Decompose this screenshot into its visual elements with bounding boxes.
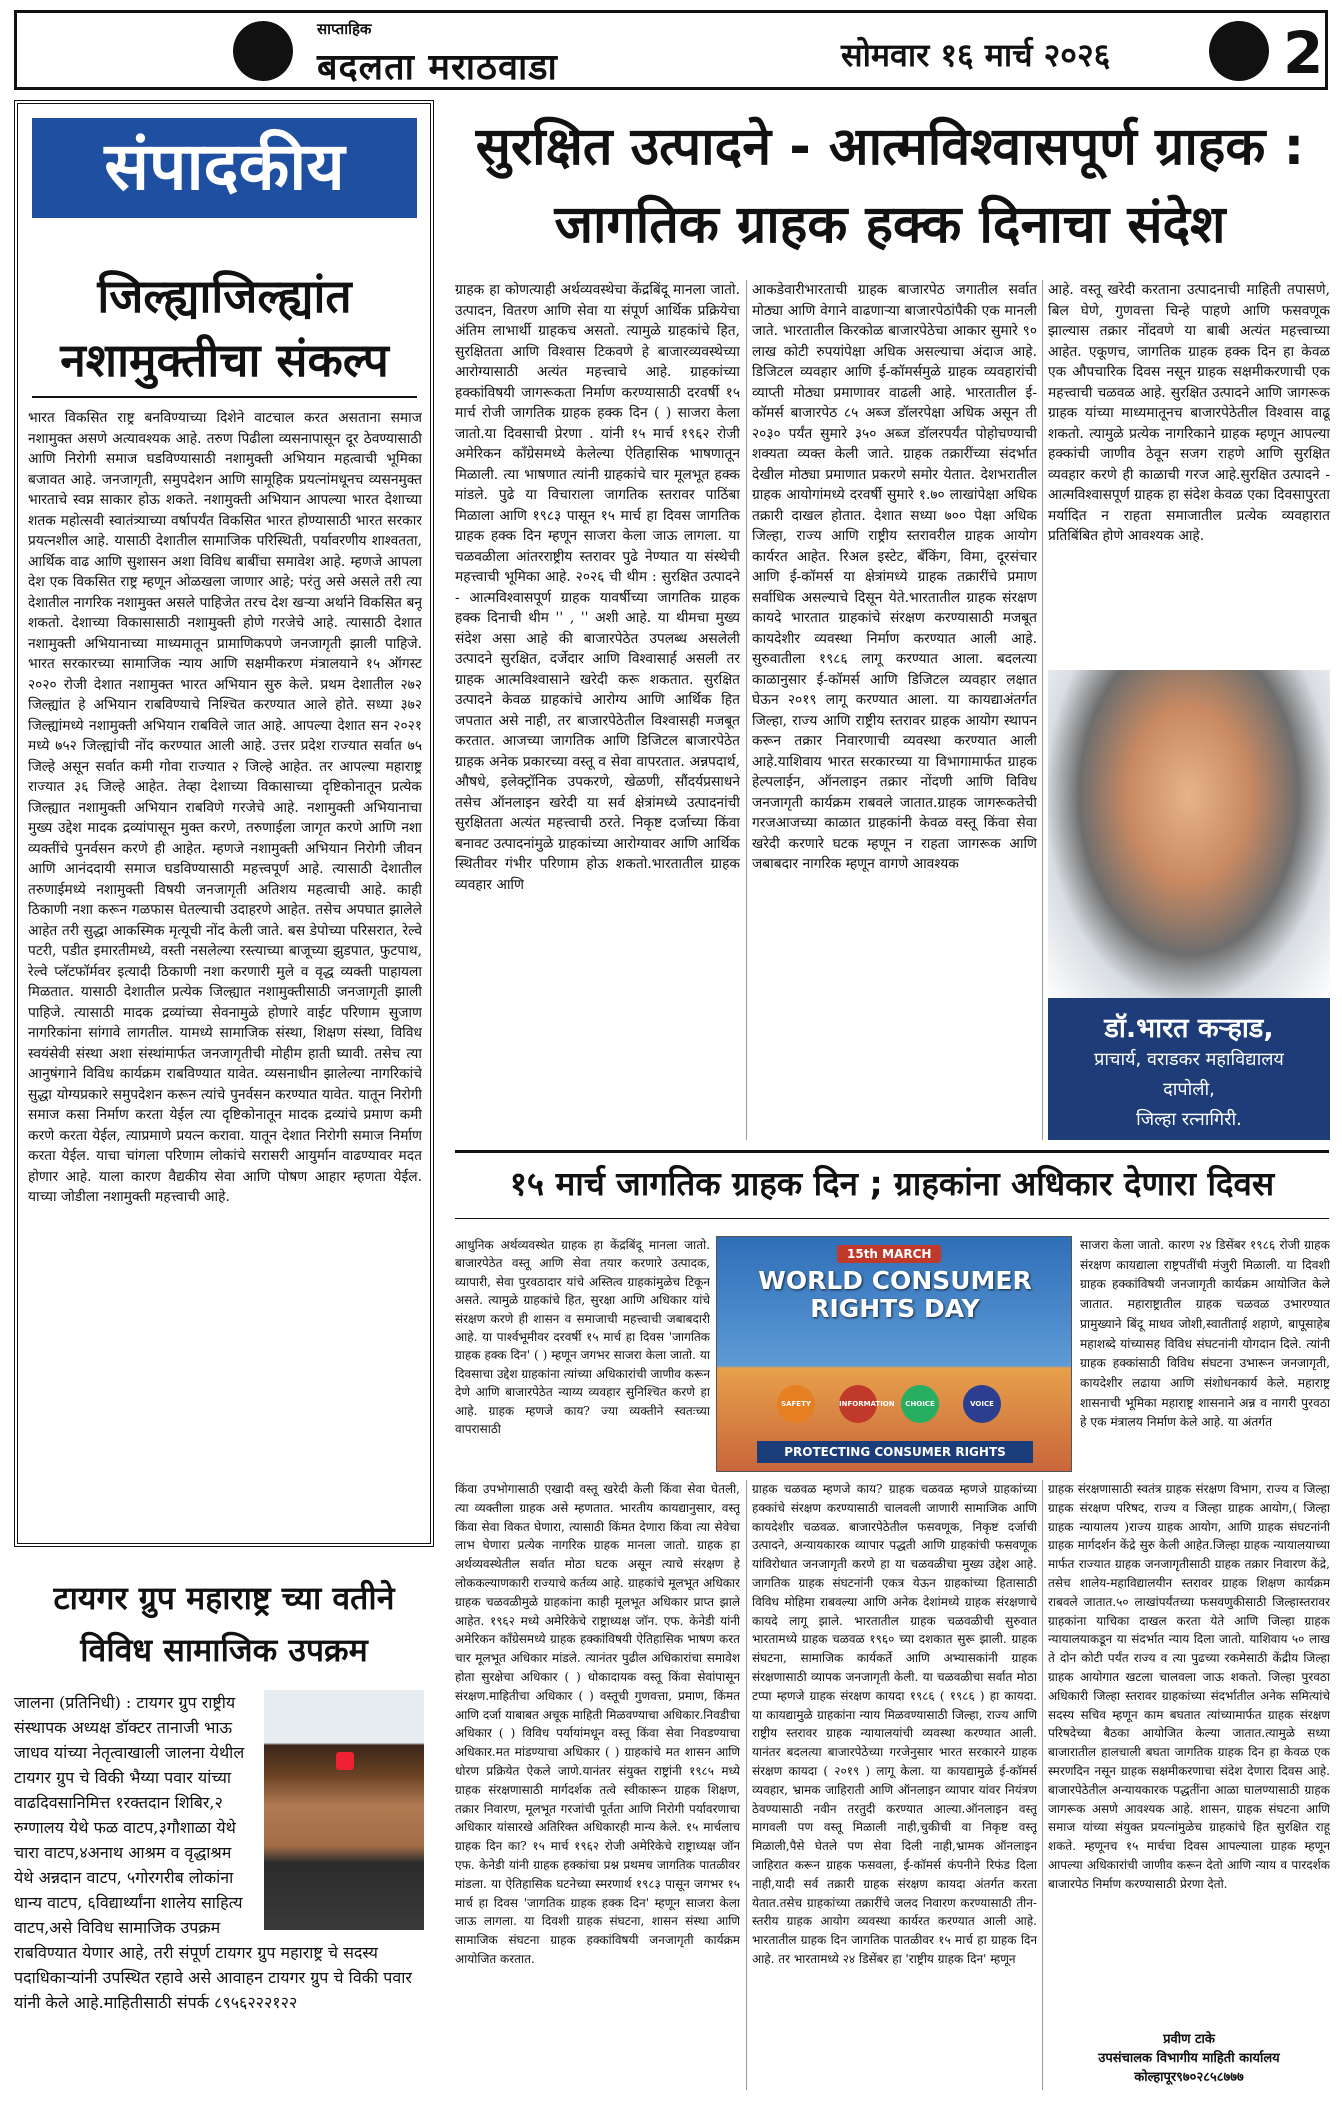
poster-banner: PROTECTING CONSUMER RIGHTS — [757, 1441, 1033, 1463]
author-designation: प्राचार्य, वराडकर महाविद्यालय — [1094, 1049, 1284, 1070]
masthead — [14, 10, 1328, 90]
second-block-5: ग्राहक संरक्षणासाठी स्वतंत्र ग्राहक संरक्षण विभाग, राज्य व जिल्हा ग्राहक संरक्षण परिषद, राज्य व जिल्हा ग्राहक आयोग,( जिल्हा ग्राहक न्यायालय )राज्य ग्राहक आयोग, आणि ग्राहक संघटनांनी ग्राहक मार्गदर्शन केंद्रे सुरु केली आहेत.जिल्हा ग्राहक न्यायालयाच्या मार्फत राज्यात ग्राहक जनजागृतीसाठी ग्राहक तक्रार निवारण केंद्रे, तसेच शालेय-महाविद्यालयीन स्तरावर ग्राहक शिक्षण कार्यक्रम राबवले जातात.५० लाखांपर्यंतच्या फसवणुकीसाठी जिल्हास्तरावर ग्राहकांना याचिका दाखल करता येते आणि जिल्हा ग्राहक न्यायालयाकडून या संदर्भात न्याय दिला जातो. याशिवाय ५० लाख ते दोन कोटी पर्यंत राज्य व त्या पुढच्या रकमेसाठी केंद्रीय जिल्हा ग्राहक आयोगात खटला चालवला जाऊ शकतो. जिल्हा पुरवठा अधिकारी जिल्हा स्तरावर ग्राहकांच्या संदर्भातील अनेक समित्यांचे सदस्य सचिव म्हणून काम बघतात त्यांच्यामार्फत ग्राहक संरक्षण परिषदेच्या बैठका आयोजित केल्या जातात.त्यामुळे सध्या बाजारातील हालचाली बघता जागतिक ग्राहक दिन हा केवळ एक स्मरणदिन नसून ग्राहक सक्षमीकरणाचा संदेश देणारा दिवस आहे. बाजारपेठेतील अन्यायकारक पद्धतींना आळा घालण्यासाठी ग्राहक जागरूक असणे आवश्यक आहे. शासन, ग्राहक संघटना आणि समाज यांच्या संयुक्त प्रयत्नांमुळेच ग्राहकांचे हित सुरक्षित राहू शकते. म्हणूनच १५ मार्चचा दिवस आपल्याला ग्राहक म्हणून आपल्या अधिकारांची जाणीव करून देतो आणि न्याय व पारदर्शक बाजारपेठ निर्माण करण्यासाठी प्रेरणा देतो. — [1048, 1482, 1330, 1891]
tilak-mark — [336, 1752, 354, 1770]
author-name: डॉ.भारत कऱ्हाड, — [1104, 1013, 1274, 1044]
second-block-3: किंवा उपभोगासाठी एखादी वस्तू खरेदी केली किंवा सेवा घेतली, त्या व्यक्तीला ग्राहक असे म्हणतात. भारतीय कायद्यानुसार, वस्तू किंवा सेवा विकत घेणारा, त्यासाठी किंमत देणारा किंवा त्या सेवेचा लाभ घेणारा प्रत्येक नागरिक ग्राहक मानला जातो. ग्राहक हा अर्थव्यवस्थेतील सर्वात मोठा घटक असून त्याचे संरक्षण हे लोककल्याणकारी राज्याचे कर्तव्य आहे. ग्राहकांचे मूलभूत अधिकार ग्राहक चळवळीमुळे ग्राहकांना काही मूलभूत अधिकार प्राप्त झाले आहेत. १९६२ मध्ये अमेरिकेचे राष्ट्राध्यक्ष जॉन. एफ. केनेडी यांनी अमेरिकन काँग्रेसमध्ये ग्राहक हक्कांविषयी ऐतिहासिक भाषण करत चार मूलभूत अधिकार मांडले. त्यानंतर पुढील अधिकारांचा समावेश होता सुरक्षेचा अधिकार ( ) धोकादायक वस्तू किंवा सेवांपासून संरक्षण.माहितीचा अधिकार ( ) वस्तूची गुणवत्ता, प्रमाण, किंमत आणि दर्जा याबाबत अचूक माहिती मिळवण्याचा अधिकार.निवडीचा अधिकार ( ) विविध पर्यायांमधून वस्तू किंवा सेवा निवडण्याचा अधिकार.मत मांडण्याचा अधिकार ( ) ग्राहकांचे मत शासन आणि धोरण प्रक्रियेत ऐकले जाणे.यानंतर संयुक्त राष्ट्रांनी १९८५ मध्ये ग्राहक संरक्षणासाठी मार्गदर्शक तत्वे स्वीकारून ग्राहक शिक्षण, तक्रार निवारण, मूलभूत गरजांची पूर्तता आणि निरोगी पर्यावरणाचा अधिकार यांसारखे अतिरिक्त अधिकारही मान्य केले. १५ मार्चलाच ग्राहक दिन का? १५ मार्च १९६२ रोजी अमेरिकेचे राष्ट्राध्यक्ष जॉन एफ. केनेडी यांनी ग्राहक हक्कांचा प्रश्न प्रथमच जागतिक पातळीवर मांडला. या ऐतिहासिक घटनेच्या स्मरणार्थ १९८३ पासून जगभर १५ मार्च हा दिवस 'जागतिक ग्राहक हक्क दिन' म्हणून साजरा केला जाऊ लागला. या दिवशी ग्राहक संघटना, शासन संस्था आणि सामाजिक संघटना ग्राहक हक्कांविषयी जनजागृती कार्यक्रम आयोजित करतात. — [455, 1482, 740, 1966]
tiger-article — [14, 1690, 424, 2095]
editorial-headline: जिल्ह्याजिल्ह्यांत नशामुक्तीचा संकल्प — [60, 269, 389, 387]
tiger-photo — [264, 1690, 424, 1930]
main-headline: सुरक्षित उत्पादने - आत्मविश्वासपूर्ण ग्राहक : जागतिक ग्राहक हक्क दिनाचा संदेश — [475, 117, 1305, 255]
article-signature — [1048, 2030, 1330, 2087]
poster-date-tag: 15th MARCH — [837, 1245, 941, 1263]
issue-date: सोमवार १६ मार्च २०२६ — [841, 36, 1111, 74]
poster-title: WORLD CONSUMER RIGHTS DAY — [758, 1266, 1032, 1323]
signature-name: प्रवीण टाके — [1163, 2032, 1215, 2047]
voice-icon: VOICE — [963, 1385, 1001, 1423]
author-photo — [1048, 670, 1330, 1000]
editorial-banner: संपादकीय — [32, 118, 417, 218]
second-block-2: साजरा केला जातो. कारण २४ डिसेंबर १९८६ रोजी ग्राहक संरक्षण कायद्याला राष्ट्रपतींची मंजुरी मिळाली. या दिवशी ग्राहक हक्कांविषयी जनजागृती कार्यक्रम आयोजित केले जातात. महाराष्ट्रातील ग्राहक चळवळ उभारण्यात प्रामुख्याने बिंदू माधव जोशी,स्वातीताई शहाणे, बापूसाहेब महाशब्दे यांच्यासह विविध संघटनांनी योगदान दिले. त्यांनी ग्राहक हक्कांसाठी विविध संघटना उभारून जनजागृती, कायदेशीर लढाया आणि संशोधनकार्य केले. महाराष्ट्र शासनाची भूमिका महाराष्ट्र शासनाने अन्न व नागरी पुरवठा हे एक मंत्रालय निर्माण केले आहे. या अंतर्गत — [1080, 1238, 1330, 1430]
masthead-title: बदलता मराठवाडा — [317, 47, 558, 88]
tiger-body: जालना (प्रतिनिधी) : टायगर ग्रुप राष्ट्रीय संस्थापक अध्यक्ष डॉक्टर तानाजी भाऊ जाधव यांच्या नेतृत्वाखाली जालना येथील टायगर ग्रुप चे विकी भैय्या पवार यांच्या वाढदिवसानिमित्त १रक्तदान शिबिर,२ रुग्णालय येथे फळ वाटप,३गौशाळा येथे चारा वाटप,४अनाथ आश्रम व वृद्धाश्रम येथे अन्नदान वाटप, ५गोरगरीब लोकांना धान्य वाटप, ६विद्यार्थ्यांना शालेय साहित्य वाटप,असे विविध सामाजिक उपक्रम राबविण्यात येणार आहे, तरी संपूर्ण टायगर ग्रुप महाराष्ट्र चे सदस्य पदाधिकाऱ्यांनी उपस्थित रहावे असे आवाहन टायगर ग्रुप चे विकी पवार यांनी केले आहे.माहितीसाठी संपर्क ८९५६२२२१२२ — [14, 1693, 412, 2012]
main-column-2: आकडेवारीभारताची ग्राहक बाजारपेठ जगातील सर्वात मोठ्या आणि वेगाने वाढणाऱ्या बाजारपेठांपैकी एक मानली जाते. भारतातील किरकोळ बाजारपेठेचा आकार सुमारे ९० लाख कोटी रुपयांपेक्षा अधिक असल्याचा अंदाज आहे. डिजिटल व्यवहार आणि ई-कॉमर्समुळे ग्राहक व्यवहारांची व्याप्ती मोठ्या प्रमाणावर वाढली आहे. भारतातील ई-कॉमर्स बाजारपेठ ८५ अब्ज डॉलरपेक्षा अधिक असून ती २०३० पर्यंत सुमारे ३५० अब्ज डॉलरपर्यंत पोहोचण्याची शक्यता व्यक्त केली जाते. ग्राहक तक्रारींच्या संदर्भात देखील मोठ्या प्रमाणात प्रकरणे समोर येतात. देशभरातील ग्राहक आयोगांमध्ये दरवर्षी सुमारे १.७० लाखांपेक्षा अधिक तक्रारी दाखल होतात. देशात सध्या ७०० पेक्षा अधिक जिल्हा, राज्य आणि राष्ट्रीय स्तरावरील ग्राहक आयोग कार्यरत आहेत. रिअल इस्टेट, बँकिंग, विमा, दूरसंचार आणि ई-कॉमर्स या क्षेत्रांमध्ये ग्राहक तक्रारींचे प्रमाण सर्वाधिक असल्याचे दिसून येते.भारतातील ग्राहक संरक्षण कायदे भारतात ग्राहकांचे संरक्षण करण्यासाठी मजबूत कायदेशीर व्यवस्था निर्माण करण्यात आली आहे. सुरुवातीला १९८६ लागू करण्यात आला. बदलत्या काळानुसार ई-कॉमर्स आणि डिजिटल व्यवहार लक्षात घेऊन २०१९ लागू करण्यात आला. या कायद्याअंतर्गत जिल्हा, राज्य आणि राष्ट्रीय स्तरावर ग्राहक आयोग स्थापन करून तक्रार निवारणाची व्यवस्था करण्यात आली आहे.याशिवाय भारत सरकारच्या या विभागामार्फत ग्राहक हेल्पलाईन, ऑनलाइन तक्रार नोंदणी आणि विविध जनजागृती कार्यक्रम राबवले जातात.ग्राहक जागरूकतेची गरजआजच्या काळात ग्राहकांनी केवळ वस्तू किंवा सेवा खरेदी करणारे घटक म्हणून न राहता जागरूक आणि जबाबदार नागरिक म्हणून वागणे आवश्यक — [752, 282, 1037, 872]
consumer-rights-poster — [716, 1236, 1072, 1472]
masthead-dot-left — [233, 21, 293, 81]
safety-icon: SAFETY — [777, 1385, 815, 1423]
main-column-1: ग्राहक हा कोणत्याही अर्थव्यवस्थेचा केंद्रबिंदू मानला जातो. उत्पादन, वितरण आणि सेवा या संपूर्ण आर्थिक प्रक्रियेचा अंतिम लाभार्थी ग्राहकच असतो. त्यामुळे ग्राहकांचे हित, सुरक्षितता आणि विश्वास टिकवणे हे बाजारव्यवस्थेच्या आरोग्यासाठी अत्यंत महत्त्वाचे आहे. ग्राहकांच्या हक्कांविषयी जागरूकता निर्माण करण्यासाठी दरवर्षी १५ मार्च रोजी जागतिक ग्राहक हक्क दिन ( ) साजरा केला जातो.या दिवसाची प्रेरणा . यांनी १५ मार्च १९६२ रोजी अमेरिकन काँग्रेसमध्ये केलेल्या ऐतिहासिक भाषणातून मिळाली. त्या भाषणात त्यांनी ग्राहकांचे चार मूलभूत हक्क मांडले. पुढे या विचाराला जागतिक स्तरावर पाठिंबा मिळाला आणि १९८३ पासून १५ मार्च हा दिवस जागतिक ग्राहक हक्क दिन म्हणून साजरा केला जाऊ लागला. या चळवळीला आंतरराष्ट्रीय स्तरावर पुढे नेण्यात या संस्थेची महत्त्वाची भूमिका आहे. २०२६ ची थीम : सुरक्षित उत्पादने - आत्मविश्वासपूर्ण ग्राहक यावर्षीच्या जागतिक ग्राहक हक्क दिनाची थीम '' , '' अशी आहे. या थीमचा मुख्य संदेश असा आहे की बाजारपेठेत उपलब्ध असलेली उत्पादने सुरक्षित, दर्जेदार आणि विश्वासार्ह असली तर ग्राहक आत्मविश्वासाने खरेदी करू शकतात. सुरक्षित उत्पादने केवळ ग्राहकांचे आरोग्य आणि आर्थिक हित जपतात असे नाही, तर बाजारपेठेतील विश्वासही मजबूत करतात. आजच्या जागतिक आणि डिजिटल बाजारपेठेत ग्राहक अनेक प्रकारच्या वस्तू व सेवा वापरतात. अन्नपदार्थ, औषधे, इलेक्ट्रॉनिक उपकरणे, खेळणी, सौंदर्यप्रसाधने तसेच ऑनलाइन खरेदी या सर्व क्षेत्रांमध्ये उत्पादनांची सुरक्षितता अत्यंत महत्त्वाची ठरते. निकृष्ट दर्जाच्या किंवा बनावट उत्पादनांमुळे ग्राहकांच्या आरोग्यावर आणि आर्थिक स्थितीवर गंभीर परिणाम होऊ शकतो.भारतातील ग्राहक व्यवहार आणि — [455, 282, 740, 893]
column-rule — [1042, 1480, 1043, 2090]
divider — [455, 1218, 1329, 1219]
author-credit — [1048, 998, 1330, 1140]
masthead-dot-right — [1209, 21, 1269, 81]
masthead-weekly: साप्ताहिक — [317, 20, 372, 38]
second-headline: १५ मार्च जागतिक ग्राहक दिन ; ग्राहकांना अधिकार देणारा दिवस — [509, 1164, 1275, 1203]
column-rule — [746, 280, 747, 1140]
second-block-1: आधुनिक अर्थव्यवस्थेत ग्राहक हा केंद्रबिंदू मानला जातो. बाजारपेठेत वस्तू आणि सेवा तयार करणारे उत्पादक, व्यापारी, सेवा पुरवठादार यांचे अस्तित्व ग्राहकांमुळेच टिकून असते. त्यामुळे ग्राहकांचे हित, सुरक्षा आणि अधिकार यांचे संरक्षण करणे ही शासन व समाजाची महत्त्वाची जबाबदारी आहे. या पार्श्वभूमीवर दरवर्षी १५ मार्च हा दिवस 'जागतिक ग्राहक हक्क दिन' ( ) म्हणून जगभर साजरा केला जातो. या दिवसाचा उद्देश ग्राहकांना त्यांच्या अधिकारांची जाणीव करून देणे आणि बाजारपेठेत न्याय्य व्यवहार सुनिश्चित करणे हा आहे. ग्राहक म्हणजे काय? ज्या व्यक्तीने स्वतःच्या वापरासाठी — [455, 1238, 710, 1437]
divider — [32, 396, 417, 398]
author-district: जिल्हा रत्नागिरी. — [1136, 1109, 1242, 1130]
signature-contact: कोल्हापूर९७०२८५८७७७ — [1134, 2070, 1244, 2085]
information-icon: INFORMATION — [839, 1385, 877, 1423]
signature-office: उपसंचालक विभागीय माहिती कार्यालय — [1098, 2051, 1280, 2066]
editorial-section — [14, 100, 434, 1547]
column-rule — [1042, 280, 1043, 1140]
main-column-3: आहे. वस्तू खरेदी करताना उत्पादनाची माहिती तपासणे, बिल घेणे, गुणवत्ता चिन्हे पाहणे आणि फसवणूक झाल्यास तक्रार नोंदवणे या बाबी अत्यंत महत्त्वाच्या आहेत. एकूणच, जागतिक ग्राहक हक्क दिन हा केवळ एक औपचारिक दिवस नसून ग्राहक सक्षमीकरणाची एक महत्त्वाची चळवळ आहे. सुरक्षित उत्पादने आणि जागरूक ग्राहक यांच्या माध्यमातूनच बाजारपेठेतील विश्वास वाढू शकतो. त्यामुळे प्रत्येक नागरिकाने ग्राहक म्हणून आपल्या हक्कांची जाणीव ठेवून सजग राहणे आणि सुरक्षित व्यवहार करणे ही काळाची गरज आहे.सुरक्षित उत्पादने - आत्मविश्वासपूर्ण ग्राहक हा संदेश केवळ एका दिवसापुरता मर्यादित न राहता समाजातील प्रत्येक व्यवहारात प्रतिबिंबित होणे आवश्यक आहे. — [1048, 282, 1330, 544]
column-rule — [746, 1480, 747, 2090]
divider — [455, 1150, 1329, 1153]
page-number: 2 — [1283, 19, 1324, 87]
editorial-body: भारत विकसित राष्ट्र बनविण्याच्या दिशेने वाटचाल करत असताना समाज नशामुक्त असणे अत्यावश्यक आहे. तरुण पिढीला व्यसनापासून दूर ठेवण्यासाठी आणि निरोगी समाज घडविण्यासाठी नशामुक्ती अभियान महत्वाची भूमिका बजावत आहे. जनजागृती, समुपदेशन आणि सामूहिक प्रयत्नांमधूनच व्यसनमुक्त भारताचे स्वप्न साकार होऊ शकते. नशामुक्ती अभियान आपल्या भारत देशाच्या शतक महोत्सवी स्वातंत्र्याच्या वर्षापर्यंत विकसित भारत होण्यासाठी भारत सरकार प्रयत्नशील आहे. यासाठी देशातील सामाजिक परिस्थिती, पर्यावरणीय शाश्वतता, आर्थिक वाढ आणि सुशासन अशा विविध बाबींचा समावेश आहे. म्हणजे आपला देश एक विकसित राष्ट्र म्हणून ओळखला जाणार आहे; परंतु असे असले तरी त्या देशातील नागरिक नशामुक्त असले पाहिजेत तरच देश खऱ्या अर्थाने विकसित बनू शकतो. देशाच्या विकासासाठी नशामुक्ती होणे गरजेचे आहे. त्यासाठी देशात नशामुक्ती अभियानाच्या माध्यमातून प्रामाणिकपणे जनजागृती झाली पाहिजे. भारत सरकारच्या सामाजिक न्याय आणि सक्षमीकरण मंत्रालयाने १५ ऑगस्ट २०२० रोजी देशात नशामुक्त भारत अभियान सुरु केले. प्रथम देशातील २७२ जिल्ह्यांत हे अभियान राबविण्याचे निश्चित करण्यात आले होते. सध्या ३७२ जिल्ह्यांमध्ये नशामुक्ती अभियान राबविले जात आहे. आपल्या देशात सन २०२१ मध्ये ७५२ जिल्ह्यांची नोंद करण्यात आली आहे. उत्तर प्रदेश राज्यात सर्वात ७५ जिल्हे असून सर्वात कमी गोवा राज्यात २ जिल्हे आहेत. तर आपल्या महाराष्ट्र राज्यात ३६ जिल्हे आहेत. तेव्हा देशाच्या विकासाच्या दृष्टिकोनातून प्रत्येक जिल्ह्यात नशामुक्ती अभियान राबविणे गरजेचे आहे. नशामुक्ती अभियानाचा मुख्य उद्देश मादक द्रव्यांपासून मुक्त करणे, तरुणाईला जागृत करणे आणि नशा व्यक्तींचे पुनर्वसन करणे ही आहेत. म्हणजे नशामुक्ती अभियान निरोगी जीवन आणि आनंददायी समाज घडविण्यासाठी महत्त्वपूर्ण आहे. त्यासाठी देशातील तरुणाईमध्ये नशामुक्ती विषयी जनजागृती अतिशय महत्वाची आहे. काही ठिकाणी नशा करून गळफास घेतल्याची उदाहरणे आहेत. तसेच अपघात झालेले आहेत तरी सुद्धा आकस्मिक मृत्यूची नोंद केली जाते. बस डेपोच्या परिसरात, रेल्वे पटरी, पडीत इमारतीमध्ये, वस्ती नसलेल्या रस्त्याच्या बाजूच्या झुडपात, फुटपाथ, रेल्वे प्लॅटफॉर्मवर इत्यादी ठिकाणी नशा करणारी मुले व वृद्ध व्यक्ती पाहायला मिळतात. यासाठी देशातील प्रत्येक जिल्ह्यात नशामुक्तीसाठी जनजागृती झाली पाहिजे. त्यासाठी मादक द्रव्यांच्या सेवनामुळे होणारे वाईट परिणाम सुजाण नागरिकांना सांगावे लागतील. यामध्ये सामाजिक संस्था, शिक्षण संस्था, विविध स्वयंसेवी संस्था अशा संस्थांमार्फत जनजागृतीची मोहीम हाती घ्यावी. तसेच त्या आनुषंगाने विविध कार्यक्रम राबविण्यात यावेत. व्यसनाधीन झालेल्या नागरिकांचे सुद्धा योग्यप्रकारे समुपदेशन करून त्यांचे पुनर्वसन करण्यात यावेत. यातून निरोगी समाज कसा निर्माण करता येईल त्या दृष्टिकोनातून मादक द्रव्यांचे प्रमाण कमी करणे करता येईल, त्याप्रमाणे प्रयत्न करावा. यातून देशात निरोगी समाज निर्माण करता येईल. याचा चांगला परिणाम लोकांचे सरासरी आयुर्मान वाढण्यावर मदत होणार आहे. याला कारण वैद्यकीय सेवा आणि पोषण आहार म्हणता येईल. याच्या जोडीला नशामुक्ती महत्त्वाची आहे. — [28, 410, 422, 1205]
tiger-headline: टायगर ग्रुप महाराष्ट्र च्या वतीने विविध सामाजिक उपक्रम — [53, 1579, 395, 1669]
author-place: दापोली, — [1163, 1079, 1215, 1100]
choice-icon: CHOICE — [901, 1385, 939, 1423]
second-block-4: ग्राहक चळवळ म्हणजे काय? ग्राहक चळवळ म्हणजे ग्राहकांच्या हक्कांचे संरक्षण करण्यासाठी चालवली जाणारी सामाजिक आणि कायदेशीर चळवळ. बाजारपेठेतील फसवणूक, निकृष्ट दर्जाची उत्पादने, अन्यायकारक व्यापार पद्धती आणि ग्राहकांची फसवणूक यांविरोधात जनजागृती करणे हा या चळवळीचा मुख्य उद्देश आहे. जागतिक ग्राहक संघटनांनी एकत्र येऊन ग्राहकांच्या हितासाठी विविध मोहिमा राबवल्या आणि अनेक देशांमध्ये ग्राहक संरक्षणाचे कायदे लागू झाले. भारतातील ग्राहक चळवळीची सुरुवात भारतामध्ये ग्राहक चळवळ १९६० च्या दशकात सुरू झाली. ग्राहक संघटना, सामाजिक कार्यकर्ते आणि अभ्यासकांनी ग्राहक संरक्षणासाठी व्यापक जनजागृती केली. या चळवळीचा सर्वात मोठा टप्पा म्हणजे ग्राहक संरक्षण कायदा १९८६ ( १९८६ ) हा कायदा. या कायद्यामुळे ग्राहकांना न्याय मिळवण्यासाठी जिल्हा, राज्य आणि राष्ट्रीय स्तरावर ग्राहक न्यायालयांची व्यवस्था करण्यात आली. यानंतर बदलत्या बाजारपेठेच्या गरजेनुसार भारत सरकारने ग्राहक संरक्षण कायदा ( २०१९ ) लागू केला. या कायद्यामुळे ई-कॉमर्स व्यवहार, भ्रामक जाहिराती आणि ऑनलाइन व्यापार यांवर नियंत्रण ठेवण्यासाठी नवीन तरतुदी करण्यात आल्या.ऑनलाइन वस्तू मागवली पण वस्तू मिळाली नाही,चुकीची वा निकृष्ट वस्तू मिळाली,पैसे घेतले पण सेवा दिली नाही,भ्रामक ऑनलाइन जाहिरात करून ग्राहक फसवला, ई-कॉमर्स कंपनीने रिफंड दिला नाही,यादी सर्व तक्रारी ग्राहक संरक्षण कायदा अंतर्गत करता येतात.तसेच ग्राहकांच्या तक्रारींचे जलद निवारण करण्यासाठी तीन-स्तरीय ग्राहक आयोग व्यवस्था कार्यरत करण्यात आली आहे. भारतातील ग्राहक दिन जागतिक पातळीवर १५ मार्च हा ग्राहक दिन आहे. तर भारतामध्ये २४ डिसेंबर हा 'राष्ट्रीय ग्राहक दिन' म्हणून — [752, 1482, 1037, 1966]
